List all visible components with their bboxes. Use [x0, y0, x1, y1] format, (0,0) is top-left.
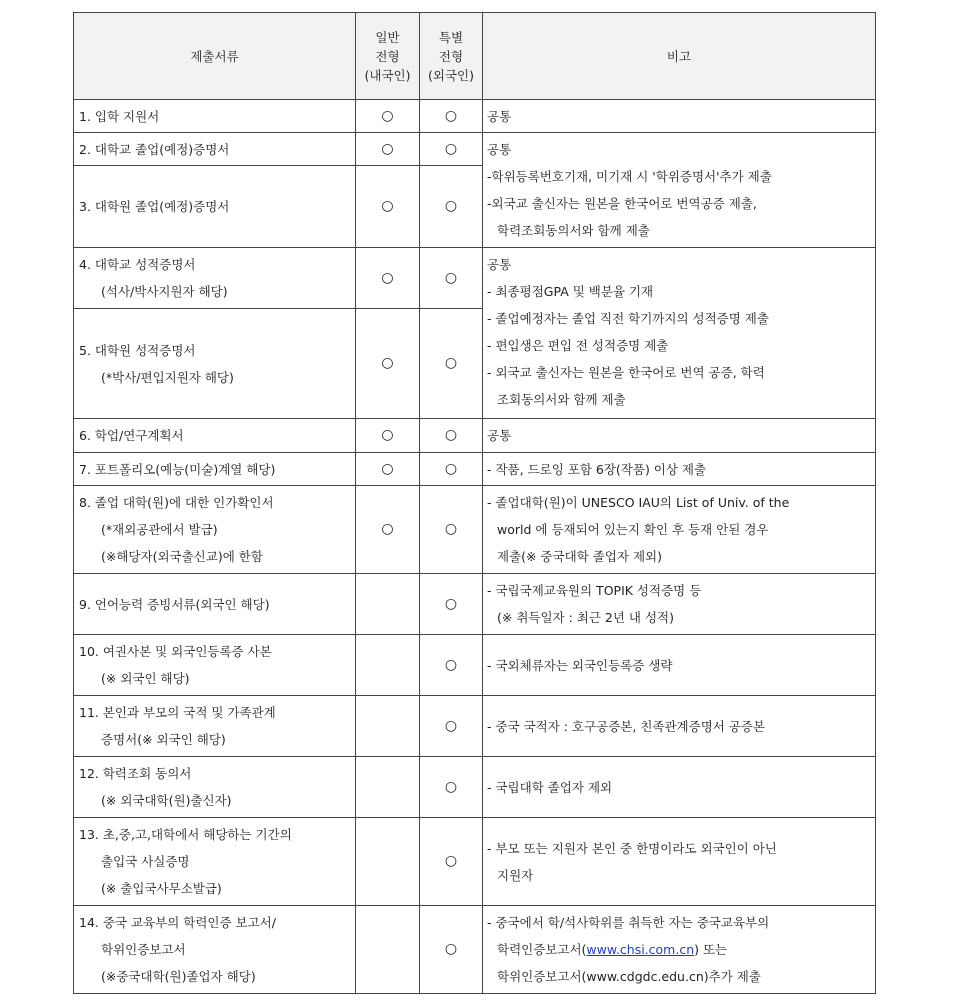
- doc-cell: [74, 166, 356, 248]
- doc-line: 13. 초,중,고,대학에서 해당하는 기간의: [79, 827, 292, 842]
- note-line: 공통: [487, 142, 512, 157]
- note-line: - 외국교 출신자는 원본을 한국어로 번역 공증, 학력: [487, 365, 765, 380]
- doc-cell: [74, 574, 356, 635]
- note-line: 학력조회동의서와 함께 제출: [497, 223, 650, 238]
- doc-cell: [74, 419, 356, 453]
- special-mark: ○: [420, 696, 483, 757]
- doc-cell: [74, 453, 356, 486]
- doc-cell: [74, 100, 356, 133]
- note-cell: [483, 133, 876, 248]
- header-general-line: (내국인): [364, 67, 411, 83]
- header-general-line: 전형: [375, 48, 400, 64]
- note-cell: [483, 248, 876, 419]
- general-mark: ○: [356, 486, 420, 574]
- general-mark: ○: [356, 419, 420, 453]
- doc-line: (※ 출입국사무소발급): [101, 881, 222, 896]
- doc-cell: [74, 696, 356, 757]
- doc-cell: [74, 635, 356, 696]
- general-mark: [356, 906, 420, 994]
- table-row: [74, 818, 876, 906]
- note-cell: [483, 419, 876, 453]
- special-mark: ○: [420, 635, 483, 696]
- special-mark: ○: [420, 166, 483, 248]
- note-line: (※ 취득일자 : 최근 2년 내 성적): [497, 610, 674, 625]
- special-mark: ○: [420, 419, 483, 453]
- note-line: - 중국에서 학/석사학위를 취득한 자는 중국교육부의: [487, 915, 770, 930]
- doc-line: 3. 대학원 졸업(예정)증명서: [79, 199, 230, 214]
- header-row: [74, 13, 876, 100]
- doc-line: (※해당자(외국출신교)에 한함: [101, 549, 263, 564]
- note-line: - 중국 국적자 : 호구공증본, 친족관계증명서 공증본: [487, 718, 766, 734]
- special-mark: ○: [420, 818, 483, 906]
- doc-line: 학위인증보고서: [101, 942, 186, 957]
- header-general-line: 일반: [375, 29, 400, 45]
- note-cell: [483, 100, 876, 133]
- general-mark: ○: [356, 248, 420, 309]
- note-line: 제출(※ 중국대학 졸업자 제외): [497, 549, 662, 564]
- doc-cell: [74, 906, 356, 994]
- general-mark: [356, 574, 420, 635]
- special-mark: ○: [420, 486, 483, 574]
- table-row: [74, 453, 876, 486]
- note-cell: [483, 696, 876, 757]
- doc-line: 7. 포트폴리오(예능(미술)계열 해당): [79, 461, 276, 477]
- note-line: - 국립국제교육원의 TOPIK 성적증명 등: [487, 583, 702, 598]
- doc-line: (*재외공관에서 발급): [101, 522, 218, 537]
- note-line: 공통: [487, 428, 512, 443]
- doc-line: 1. 입학 지원서: [79, 108, 160, 124]
- doc-cell: [74, 486, 356, 574]
- note-line: - 국립대학 졸업자 제외: [487, 779, 613, 795]
- general-mark: ○: [356, 309, 420, 419]
- note-line: - 국외체류자는 외국인등록증 생략: [487, 657, 673, 673]
- doc-line: (※중국대학(원)졸업자 해당): [101, 969, 256, 984]
- special-mark: ○: [420, 453, 483, 486]
- doc-line: 2. 대학교 졸업(예정)증명서: [79, 141, 230, 157]
- header-note: 비고: [483, 13, 876, 100]
- note-text: ) 또는: [694, 942, 728, 957]
- doc-cell: [74, 133, 356, 166]
- note-line: - 부모 또는 지원자 본인 중 한명이라도 외국인이 아닌: [487, 840, 777, 856]
- note-line: world 에 등재되어 있는지 확인 후 등재 안된 경우: [497, 522, 769, 537]
- table-row: [74, 419, 876, 453]
- header-special-line: 전형: [438, 48, 464, 64]
- note-line: -외국교 출신자는 원본을 한국어로 번역공증 제출,: [487, 196, 757, 211]
- general-mark: [356, 696, 420, 757]
- doc-line: 증명서(※ 외국인 해당): [101, 732, 226, 747]
- note-cell: [483, 818, 876, 906]
- note-line: 공통: [487, 108, 512, 124]
- doc-line: 10. 여권사본 및 외국인등록증 사본: [79, 644, 272, 659]
- note-line: - 졸업예정자는 졸업 직전 학기까지의 성적증명 제출: [487, 311, 769, 326]
- special-mark: ○: [420, 248, 483, 309]
- header-doc: 제출서류: [74, 13, 356, 100]
- general-mark: ○: [356, 453, 420, 486]
- note-line: - 최종평점GPA 및 백분율 기재: [487, 284, 654, 299]
- doc-line: 11. 본인과 부모의 국적 및 가족관계: [79, 705, 276, 720]
- table-row: [74, 757, 876, 818]
- note-cell: [483, 906, 876, 994]
- header-special-line: 특별: [438, 29, 464, 45]
- doc-line: 8. 졸업 대학(원)에 대한 인가확인서: [79, 495, 274, 510]
- general-mark: ○: [356, 166, 420, 248]
- document-submission-table: [73, 12, 876, 994]
- doc-cell: [74, 248, 356, 309]
- doc-cell: [74, 309, 356, 419]
- special-mark: ○: [420, 574, 483, 635]
- note-cell: [483, 486, 876, 574]
- doc-cell: [74, 757, 356, 818]
- note-line: - 졸업대학(원)이 UNESCO IAU의 List of Univ. of the: [487, 495, 790, 510]
- special-mark: ○: [420, 100, 483, 133]
- table-row: [74, 133, 876, 166]
- note-cell: [483, 757, 876, 818]
- table-row: [74, 696, 876, 757]
- note-cell: [483, 574, 876, 635]
- doc-line: 5. 대학원 성적증명서: [79, 342, 196, 358]
- doc-line: 14. 중국 교육부의 학력인증 보고서/: [79, 915, 276, 930]
- table-row: [74, 486, 876, 574]
- doc-cell: [74, 818, 356, 906]
- doc-line: 9. 언어능력 증빙서류(외국인 해당): [79, 596, 270, 612]
- special-mark: ○: [420, 309, 483, 419]
- special-mark: ○: [420, 757, 483, 818]
- header-general: [356, 13, 420, 100]
- table-row: [74, 635, 876, 696]
- note-line: 공통: [487, 257, 512, 272]
- doc-line: 4. 대학교 성적증명서: [79, 257, 196, 272]
- note-cell: [483, 453, 876, 486]
- table-row: [74, 100, 876, 133]
- general-mark: [356, 635, 420, 696]
- note-line: 학위인증보고서(www.cdgdc.edu.cn)추가 제출: [497, 969, 761, 984]
- chsi-link[interactable]: www.chsi.com.cn: [586, 942, 695, 957]
- doc-line: 12. 학력조회 동의서: [79, 766, 192, 781]
- note-line: 조회동의서와 함께 제출: [497, 392, 626, 407]
- note-text: 학력인증보고서(: [497, 942, 587, 957]
- doc-line: 출입국 사실증명: [101, 854, 190, 869]
- special-mark: ○: [420, 906, 483, 994]
- general-mark: [356, 818, 420, 906]
- doc-line: 6. 학업/연구계획서: [79, 428, 184, 443]
- header-special-line: (외국인): [428, 67, 474, 83]
- doc-line: (※ 외국인 해당): [101, 671, 190, 686]
- doc-line: (※ 외국대학(원)출신자): [101, 793, 232, 808]
- general-mark: ○: [356, 133, 420, 166]
- general-mark: ○: [356, 100, 420, 133]
- doc-line: (*박사/편입지원자 해당): [101, 369, 234, 385]
- table-row: [74, 574, 876, 635]
- general-mark: [356, 757, 420, 818]
- table-row: [74, 248, 876, 309]
- note-line: - 편입생은 편입 전 성적증명 제출: [487, 338, 669, 353]
- table-row: [74, 906, 876, 994]
- special-mark: ○: [420, 133, 483, 166]
- note-line: 지원자: [497, 867, 534, 883]
- note-cell: [483, 635, 876, 696]
- header-special: [420, 13, 483, 100]
- note-line: - 작품, 드로잉 포함 6장(작품) 이상 제출: [487, 461, 707, 477]
- doc-line: (석사/박사지원자 해당): [101, 284, 228, 299]
- note-line: [487, 936, 875, 963]
- note-line: -학위등록번호기재, 미기재 시 '학위증명서'추가 제출: [487, 169, 772, 184]
